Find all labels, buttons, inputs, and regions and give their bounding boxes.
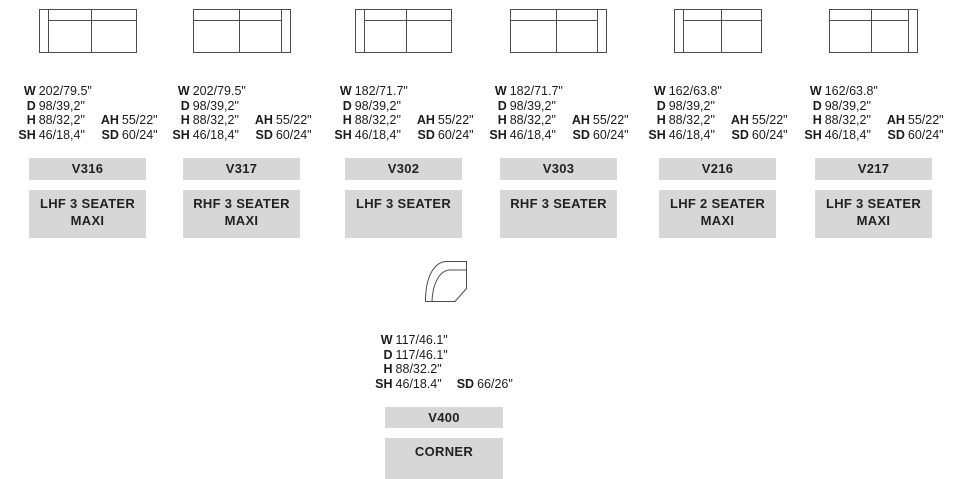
spec-label: W (653, 84, 666, 98)
spec-label (448, 333, 474, 348)
spec-value (435, 84, 474, 99)
spec-value: 60/24" (751, 127, 788, 142)
product-code-badge (385, 407, 503, 428)
spec-value: 88/32,2" (824, 113, 871, 127)
spec-label: W (809, 84, 822, 98)
spec-value: 55/22" (275, 113, 312, 127)
spec-list (8, 84, 168, 142)
spec-value: 88/32,2" (192, 113, 239, 127)
sofa-top-view-icon (39, 9, 137, 53)
spec-label: W (177, 84, 190, 98)
spec-label: SD (255, 127, 273, 142)
spec-label: D (180, 98, 190, 113)
spec-label: SD (887, 127, 905, 142)
spec-label: AH (100, 113, 119, 127)
spec-label (246, 84, 273, 99)
spec-label: SD (731, 127, 749, 142)
module-column-v303 (489, 0, 629, 238)
spec-label (722, 99, 749, 114)
product-code-badge (29, 158, 146, 180)
spec-label: D (497, 98, 507, 113)
spec-value (749, 99, 788, 114)
spec-value: 55/22" (907, 113, 944, 127)
spec-label: H (497, 113, 507, 127)
spec-value: 55/22" (121, 113, 158, 127)
spec-label (563, 84, 590, 99)
spec-value: 46/18,4" (192, 127, 239, 142)
product-code: V400 (428, 410, 460, 425)
spec-label (878, 84, 905, 99)
spec-value (273, 99, 312, 114)
module-column-v317 (172, 0, 312, 238)
product-code: V317 (225, 161, 258, 176)
product-code: V316 (71, 161, 104, 176)
module-column-v302 (334, 0, 474, 238)
spec-label (92, 99, 119, 114)
spec-value: 98/39,2" (509, 98, 556, 113)
spec-label: SD (101, 127, 119, 142)
spec-value (273, 84, 312, 99)
product-name-line: MAXI (224, 213, 259, 228)
sofa-top-view-icon (193, 9, 291, 53)
spec-value: 98/39,2" (668, 98, 715, 113)
sofa-top-view-icon (674, 9, 762, 53)
product-name-badge (385, 438, 503, 479)
spec-label (878, 99, 905, 114)
spec-label: SH (489, 127, 507, 142)
spec-value: 182/71.7" (354, 84, 408, 98)
product-name-line: MAXI (70, 213, 105, 228)
product-name-line: MAXI (700, 213, 735, 228)
spec-value (590, 84, 629, 99)
spec-value: 46/18,4" (354, 127, 401, 142)
spec-value: 88/32,2" (354, 113, 401, 127)
spec-label: SD (456, 376, 475, 391)
product-name-line: LHF 3 SEATER (825, 196, 922, 211)
spec-label: W (23, 84, 36, 98)
spec-value (474, 333, 513, 348)
product-name-line: RHF 3 SEATER (193, 196, 290, 211)
spec-value (905, 99, 944, 114)
spec-value: 55/22" (751, 113, 788, 127)
module-column-v316 (18, 0, 158, 238)
spec-value (474, 348, 513, 363)
spec-label: D (656, 98, 666, 113)
spec-label: SH (648, 127, 666, 142)
sofa-top-view-icon (510, 9, 607, 53)
spec-label: W (494, 84, 507, 98)
spec-value: 202/79.5" (38, 84, 92, 98)
spec-label (722, 84, 749, 99)
spec-label: W (339, 84, 352, 98)
product-name-line: RHF 3 SEATER (510, 196, 607, 211)
spec-value: 60/24" (592, 127, 629, 142)
product-name-line: LHF 3 SEATER (355, 196, 452, 211)
product-code-badge (500, 158, 617, 180)
spec-value: 202/79.5" (192, 84, 246, 98)
spec-label: D (383, 347, 393, 362)
spec-label: SD (417, 127, 435, 142)
sofa-icon-wrap (500, 0, 617, 53)
sofa-top-view-icon (829, 9, 918, 53)
spec-value: 88/32,2" (38, 113, 85, 127)
product-code-badge (183, 158, 300, 180)
spec-label: H (383, 362, 393, 376)
spec-label: H (812, 113, 822, 127)
spec-label: SD (572, 127, 590, 142)
spec-list (638, 84, 798, 142)
spec-value (119, 84, 158, 99)
spec-label: AH (571, 113, 590, 127)
spec-label (563, 99, 590, 114)
sofa-icon-wrap (659, 0, 776, 53)
spec-label: SH (334, 127, 352, 142)
spec-label: SH (375, 376, 393, 391)
spec-list (324, 84, 484, 142)
spec-value: 98/39,2" (354, 98, 401, 113)
spec-value: 88/32,2" (509, 113, 556, 127)
product-name-line: MAXI (856, 213, 891, 228)
spec-value: 162/63.8" (668, 84, 722, 98)
spec-label: W (380, 333, 393, 347)
spec-value: 182/71.7" (509, 84, 563, 98)
spec-label (246, 99, 273, 114)
product-name-badge (815, 190, 932, 238)
spec-label: AH (730, 113, 749, 127)
corner-sofa-top-view-icon (419, 258, 469, 303)
spec-value: 46/18.4" (395, 376, 442, 391)
spec-value (590, 99, 629, 114)
spec-label (448, 362, 474, 377)
spec-value (749, 84, 788, 99)
spec-label: SH (172, 127, 190, 142)
corner-module-column (375, 252, 513, 479)
spec-label: AH (886, 113, 905, 127)
spec-value: 55/22" (592, 113, 629, 127)
product-code-badge (345, 158, 462, 180)
spec-value: 60/24" (275, 127, 312, 142)
spec-label: D (26, 98, 36, 113)
product-name-badge (183, 190, 300, 238)
spec-value (905, 84, 944, 99)
spec-label: H (180, 113, 190, 127)
spec-value: 88/32.2" (395, 362, 442, 376)
sofa-icon-wrap (183, 0, 300, 53)
module-column-v217 (804, 0, 944, 238)
spec-value: 88/32,2" (668, 113, 715, 127)
spec-value (474, 362, 513, 377)
module-column-v216 (648, 0, 788, 238)
product-code: V303 (542, 161, 575, 176)
product-name-line: LHF 2 SEATER (669, 196, 766, 211)
sofa-icon-wrap (815, 0, 932, 53)
spec-value: 60/24" (437, 127, 474, 142)
spec-label (92, 84, 119, 99)
spec-label: D (342, 98, 352, 113)
sofa-icon-wrap (29, 0, 146, 53)
spec-value: 60/24" (907, 127, 944, 142)
spec-list (794, 84, 954, 142)
spec-label: H (26, 113, 36, 127)
spec-value (435, 99, 474, 114)
product-name-line: LHF 3 SEATER (39, 196, 136, 211)
product-name-badge (345, 190, 462, 238)
product-name-badge (29, 190, 146, 238)
spec-label: SH (804, 127, 822, 142)
spec-value: 162/63.8" (824, 84, 878, 98)
spec-value: 117/46.1" (395, 347, 448, 362)
spec-value: 46/18,4" (509, 127, 556, 142)
corner-icon-wrap (385, 252, 503, 303)
product-code: V217 (857, 161, 890, 176)
spec-value (119, 99, 158, 114)
spec-label: AH (254, 113, 273, 127)
product-code: V302 (387, 161, 420, 176)
product-code-badge (659, 158, 776, 180)
product-name-badge (659, 190, 776, 238)
spec-list (364, 333, 524, 391)
product-name-badge (500, 190, 617, 238)
product-code-badge (815, 158, 932, 180)
spec-value: 98/39,2" (192, 98, 239, 113)
spec-value: 98/39,2" (824, 98, 871, 113)
spec-list (479, 84, 639, 142)
spec-value: 60/24" (121, 127, 158, 142)
spec-label: SH (18, 127, 36, 142)
spec-value: 55/22" (437, 113, 474, 127)
spec-value: 46/18,4" (38, 127, 85, 142)
spec-value: 98/39,2" (38, 98, 85, 113)
spec-list (162, 84, 322, 142)
product-name-line: CORNER (414, 444, 474, 459)
sofa-icon-wrap (345, 0, 462, 53)
spec-value: 66/26" (477, 376, 513, 391)
spec-label (448, 348, 474, 363)
spec-label (408, 99, 435, 114)
spec-value: 46/18,4" (668, 127, 715, 142)
spec-label (408, 84, 435, 99)
spec-label: H (342, 113, 352, 127)
spec-value: 46/18,4" (824, 127, 871, 142)
spec-label: H (656, 113, 666, 127)
spec-label: AH (416, 113, 435, 127)
spec-value: 117/46.1" (395, 333, 448, 347)
product-code: V216 (701, 161, 734, 176)
sofa-top-view-icon (355, 9, 452, 53)
spec-label: D (812, 98, 822, 113)
